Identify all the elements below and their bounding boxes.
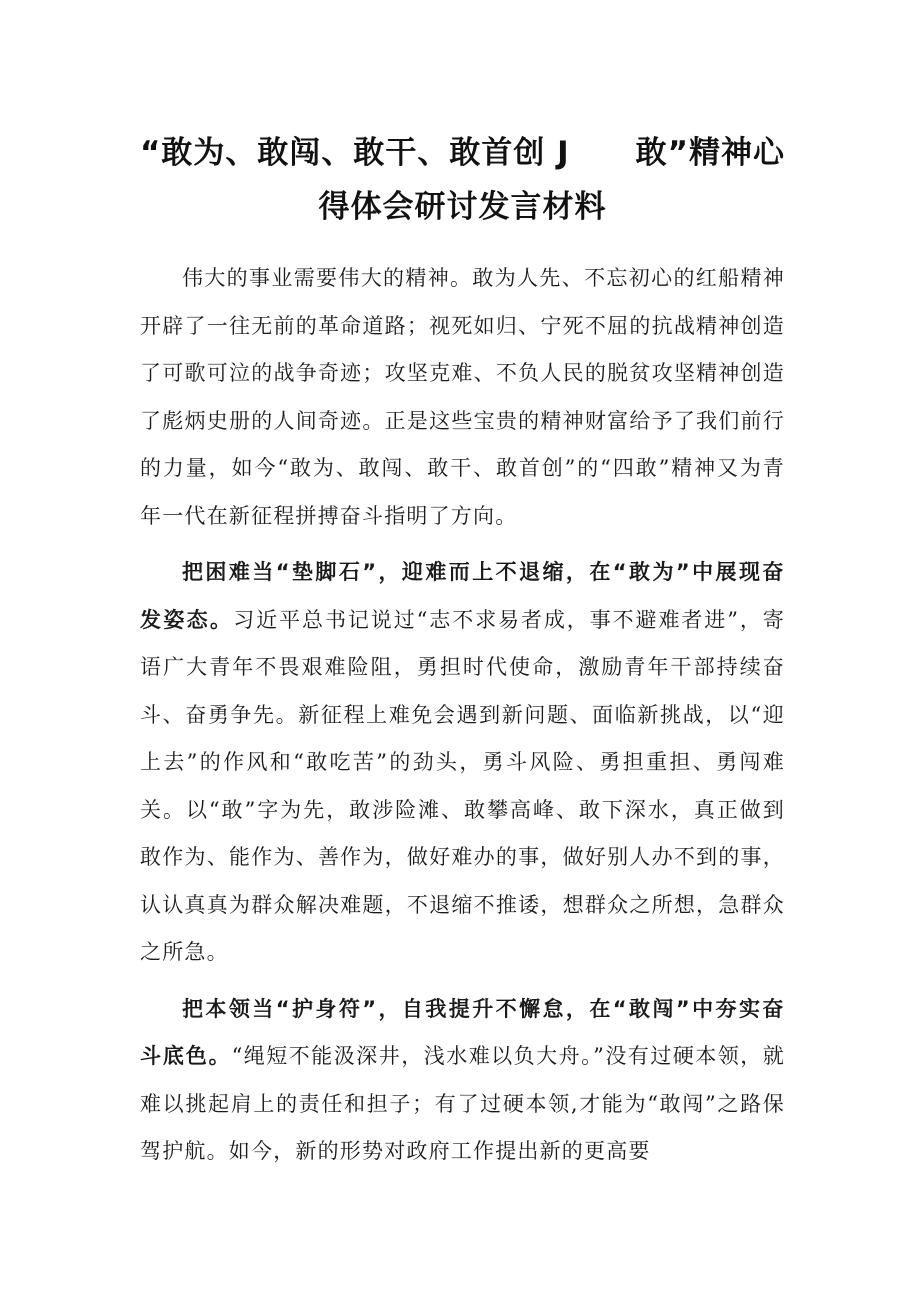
document-body [140, 255, 785, 1176]
paragraph-text: “绳短不能汲深井，浅水难以负大舟。”没有过硬本领，就难以挑起肩上的责任和担子；有了过硬本领,才能为“敢闯”之路保驾护航。如今，新的形势对政府工作提出新的更高要 [140, 1044, 785, 1163]
paragraph-text: 伟大的事业需要伟大的精神。敢为人先、不忘初心的红船精神开辟了一往无前的革命道路；视死如归、宁死不屈的抗战精神创造了可歌可泣的战争奇迹；攻坚克难、不负人民的脱贫攻坚精神创造了彪炳史册的人间奇迹。正是这些宝贵的精神财富给予了我们前行的力量，如今“敢为、敢闯、敢干、敢首创”的“四敢”精神又为青年一代在新征程拼搏奋斗指明了方向。 [140, 266, 785, 528]
title-right-part: 敢”精神心 [635, 135, 785, 171]
title-left-part: “敢为、敢闯、敢干、敢首创 J [140, 135, 570, 171]
document-title-line-1 [140, 126, 785, 180]
paragraph-dare-to-venture [140, 986, 785, 1176]
paragraph-text: 习近平总书记说过“志不求易者成，事不避难者进”，寄语广大青年不畏艰难险阻，勇担时代使命，激励青年干部持续奋斗、奋勇争先。新征程上难免会遇到新问题、面临新挑战，以“迎上去”的作风和“敢吃苦”的劲头，勇斗风险、勇担重担、勇闯难关。以“敢”字为先，敢涉险滩、敢攀高峰、敢下深水，真正做到敢作为、能作为、善作为，做好难办的事，做好别人办不到的事，认认真真为群众解决难题，不退缩不推诿，想群众之所想，急群众之所急。 [140, 607, 785, 964]
paragraph-lead: 把困难当“垫脚石”，迎难而上不退缩，在“敢为”中展现奋发姿态。 [140, 560, 785, 632]
paragraph-intro [140, 255, 785, 540]
paragraph-dare-to-act [140, 549, 785, 977]
paragraph-lead: 把本领当“护身符”，自我提升不懈怠，在“敢闯”中夯实奋斗底色。 [140, 996, 785, 1068]
document-title-line-2: 得体会研讨发言材料 [318, 189, 607, 225]
